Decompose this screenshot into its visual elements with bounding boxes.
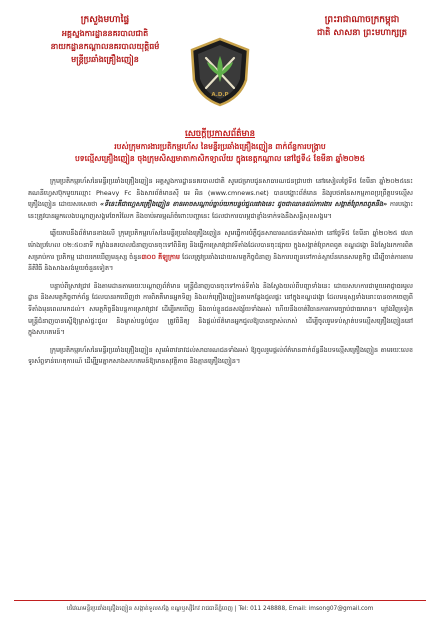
title-heading: សេចក្តីប្រកាសព័ត៌មាន — [185, 129, 255, 139]
kingdom-name: ព្រះរាជាណាចក្រកម្ពុជា — [324, 15, 400, 25]
footer-contact: បរិវេណមន្ទីរប្រឆាំងគ្រឿងញៀន សង្កាត់ទួលសង្កែ ខណ្ឌឫស្សីកែវ រាជធានីភ្នំពេញ | Tel: 011 248888, Email: imsong07@gmail.com — [66, 606, 374, 612]
press-release-body — [28, 176, 413, 374]
paragraph-1-text-b: ការបង្ហោះនេះត្រូវបានអ្នកលេងបណ្តាញសង្គមចែករំលែក និងចាប់អារម្មណ៍ចំពោះបញ្ហានេះ ដែលជាការបារម្ភជាខ្លាំងទាក់ទងនឹងសន្តិសុខសង្គម។ — [28, 200, 414, 220]
anti-drug-emblem-logo — [188, 36, 252, 108]
title-subheading-1: របស់ក្រុមការងារប្រតិកម្មរហ័ស នៃមន្ទីរប្រឆាំងគ្រឿងញៀន ពាក់ព័ន្ធការបង្ក្រាប — [114, 142, 326, 151]
kingdom-header — [296, 14, 428, 40]
paragraph-1 — [28, 176, 413, 222]
paragraph-2 — [28, 228, 413, 274]
commissariat-name: អគ្គស្នងការដ្ឋាននគរបាលជាតិ — [61, 29, 149, 38]
title-subheading-2: បទល្មើសគ្រឿងញៀន ចុងក្រុមសិស្សមាតាកាសិកទ្យាល័យ ក្នុងខេត្តកណ្តាល នៅថ្ងៃទី៤ ខែមីនា ឆ្នាំ២០២៥ — [74, 154, 366, 163]
paragraph-4: ក្រុមប្រតិកម្មរហ័សនៃមន្ទីរប្រឆាំងគ្រឿងញៀន សូមអំពាវនាវដល់សាធារណជនទាំងអស់ ឱ្យចូលរួមផ្តល់ព័ត៌មានពាក់ព័ន្ធនឹងបទល្មើសគ្រឿងញៀន តាមរយៈលេខទូរស័ព្ទទាន់ហេតុការណ៍ ដើម្បីរួមគ្នាកសាងសហគមន៍ឱ្យមានសុវត្ថិភាព និងគ្មានគ្រឿងញៀន។ — [28, 345, 413, 366]
ministry-header — [14, 14, 196, 66]
paragraph-1-quote: «ទីនេះគឺជាហ្គេសគ្រឿងញៀន ខានអាចសណ្តាប់ធ្នាប់យកបន្ទប់ជួលរវាងនេះ ដូចជាឈានដល់ការងារ សង្កាត់ព្រែកពពូតនីង» — [99, 200, 388, 209]
department-name: នាយកដ្ឋានកណ្តាលនគរបាលយុត្តិធម៌ — [50, 42, 160, 51]
ministry-name: ក្រសួងមហាផ្ទៃ — [80, 15, 130, 25]
paragraph-1-text-a: ក្រុមប្រតិកម្មរហ័សនៃមន្ទីរប្រឆាំងគ្រឿងញៀន អគ្គស្នងការដ្ឋាននគរបាលជាតិ សូមជម្រាបជូនសាធារណជនជ្រាបថា នៅរសៀលថ្ងៃទី៥ ខែមីនា ឆ្នាំ២០២៥នេះ គណនីហ្វេសប៊ុកមួយឈ្មោះ Pheavy Fc និងសារព័ត៌មានស៊ី អេ អិន (www.cmnews.net) បានបង្ហោះព័ត៌មាន និងរូបថតនៃសកម្មភាពប្រព្រឹត្តបទល្មើសគ្រឿងញៀន ដោយសរសេរថា — [28, 177, 413, 209]
paragraph-2-text-a: ឆ្លើយតបនឹងព័ត៌មានខាងលើ ក្រុមប្រតិកម្មរហ័សនៃមន្ទីរប្រឆាំងគ្រឿងញៀន សូមធ្វើការបំភ្លឺជូនសាធារណជនទាំងអស់ថា នៅថ្ងៃទី៥ ខែមីនា ឆ្នាំ២០២៥ វេលាម៉ោងប្រហែល ០២:៥០នាទី កម្លាំងនគរបាលជំនាញបានចុះទៅពិនិត្យ និងធ្វើការស្រាវជ្រាវទីតាំងដែលបានចុះផ្សាយ ក្នុងសង្កាត់ព្រែកពពូត ខណ្ឌដង្កោ និងស្វែងរកការពិតសម្រាប់ការ ប្រតិកម្ម ដោយរកឃើញមនុស្ស ចំនួន — [28, 229, 413, 261]
document-title — [55, 128, 385, 165]
footer-divider — [14, 600, 426, 601]
office-name: មន្ត្រីប្រឆាំងគ្រឿងញៀន — [71, 55, 139, 64]
seized-amount-highlight: ៣០០ គីឡូក្រាម — [141, 252, 180, 261]
national-motto: ជាតិ សាសនា ព្រះមហាក្សត្រ — [316, 28, 408, 38]
emblem-caption: A.D.P — [211, 92, 229, 98]
paragraph-3: បន្ទាប់ពីស្រាវជ្រាវ និងតាមដានតាមរយៈបណ្តាញព័ត៌មាន មន្ត្រីជំនាញបានចុះទៅកាន់ទីតាំង និងស្វែងយល់ពីបញ្ហាទាំងនេះ ដោយសហការជាមួយអាជ្ញាធរមូលដ្ឋាន និងសមត្ថកិច្ចពាក់ព័ន្ធ ដែលបានរកឃើញថា ការពិតគឺមានអ្នកទិញ និងលក់គ្រឿងញៀនតាមកន្លែងជួលផ្ទះ នៅក្នុងខណ្ឌដង្កោ ដែលមនុស្សទាំងនោះបានចាកចេញពីទីតាំងមុនពេលមកដល់។ សមត្ថកិច្ចនឹងបន្តការស្រាវជ្រាវ ដើម្បីរកឃើញ និងចាប់ខ្លួនជនសង្ស័យទាំងអស់ ហើយនឹងចាត់វិធានការតាមច្បាប់ជាធរមាន។ ម្យ៉ាងវិញទៀត មន្ត្រីជំនាញបានស្នើឱ្យម្ចាស់ផ្ទះជួល និងម្ចាស់បន្ទប់ជួល ត្រូវពិនិត្យ និងផ្តល់ព័ត៌មានអ្នកជួលឱ្យបានច្បាស់លាស់ ដើម្បីចូលរួមទប់ស្កាត់បទល្មើសគ្រឿងញៀននៅក្នុងសហគមន៍។ — [28, 281, 413, 337]
paragraph-2-text-b: ដែលត្រូវប្រឆាំងដោយសមត្ថកិច្ចជំនាញ និងការបញ្ជូនទៅកាន់ស្ថាប័នមានសមត្ថកិច្ច ដើម្បីចាត់ការតាមនីតិវិធី និងសាងសង់មួយចំនួនទៀត។ — [28, 252, 414, 273]
